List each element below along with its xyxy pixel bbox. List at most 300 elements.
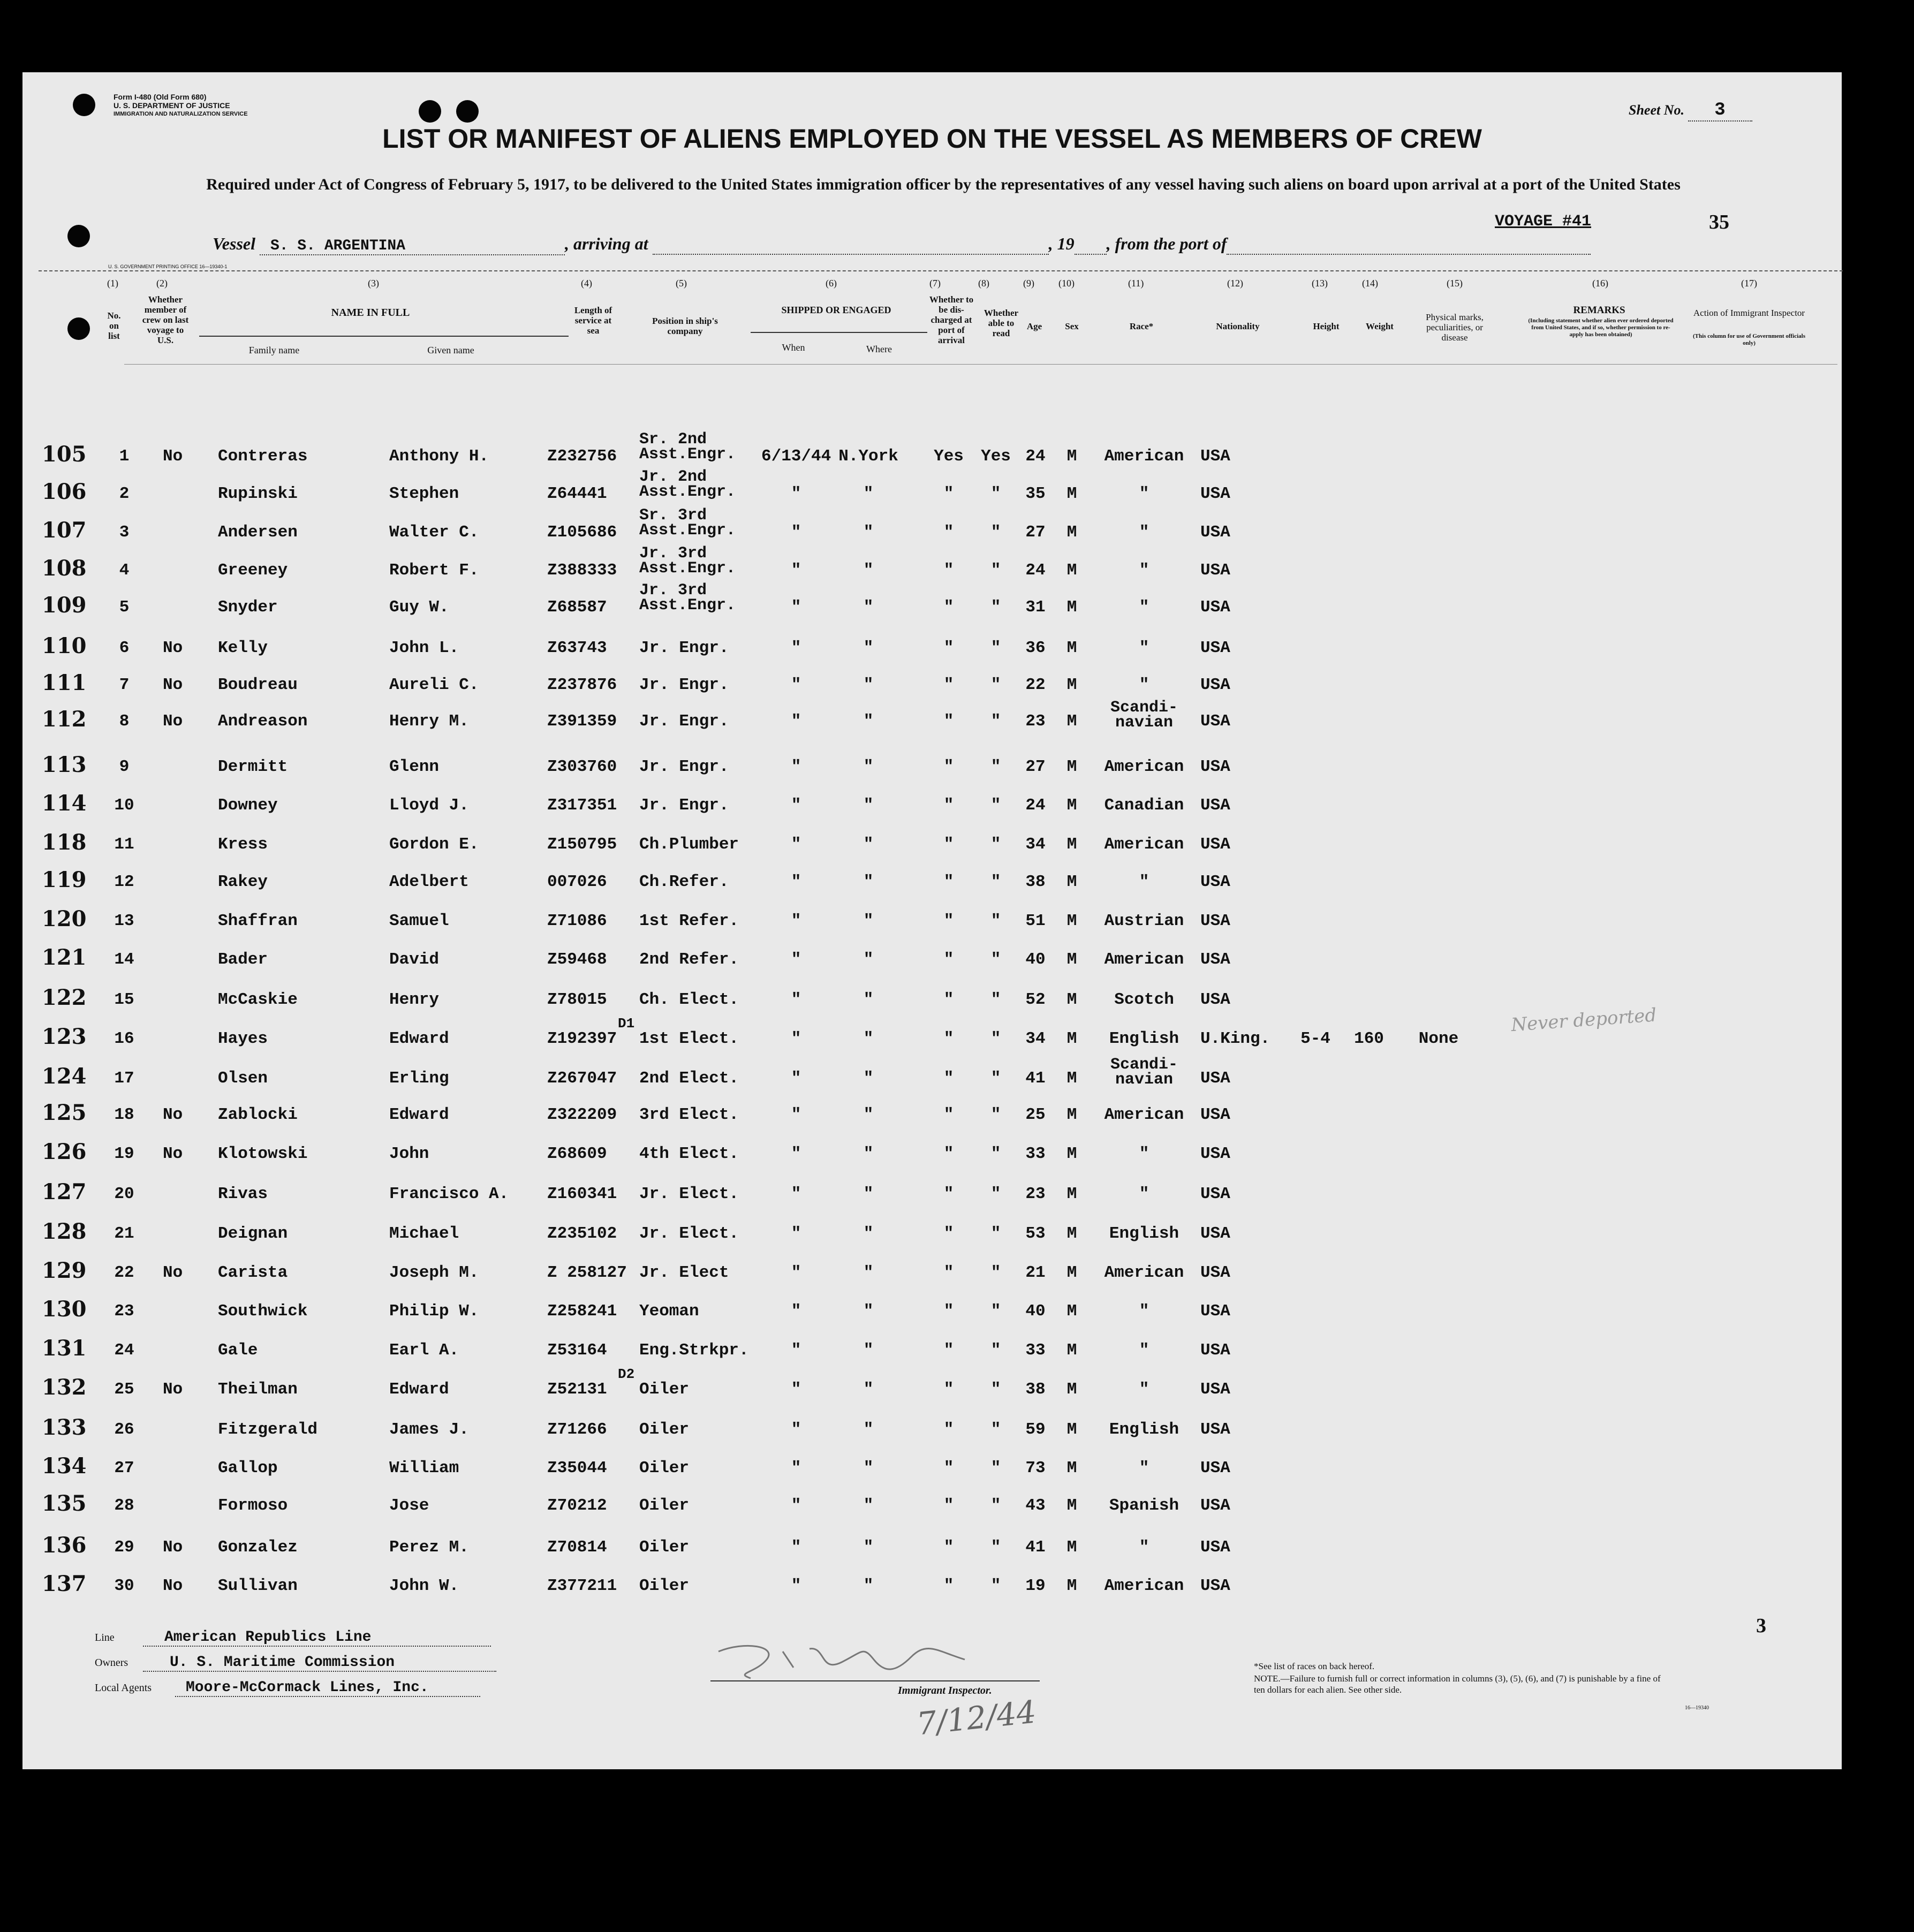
cell-no: 4 [119,561,130,580]
cell-family: Andersen [218,523,298,542]
table-row [22,1415,1842,1458]
cell-position: Oiler [639,1577,690,1595]
cell-given: Glenn [389,757,440,776]
cell-given: John [389,1145,429,1163]
cell-race: " [1139,561,1149,580]
cell-ref: 130 [42,1297,87,1322]
cell-no: 23 [114,1302,134,1321]
cell-service: Z52131 [547,1380,607,1399]
cell-when: " [791,1105,801,1124]
table-row [22,752,1842,795]
table-row [22,633,1842,676]
cell-position: Oiler [639,1496,690,1515]
cell-ref: 125 [42,1100,87,1125]
cell-race: English [1109,1420,1179,1439]
cell-family: Klotowski [218,1145,308,1163]
cell-position: 2nd Refer. [639,950,739,969]
cell-where: " [863,712,874,731]
cell-family: Bader [218,950,268,969]
cell-given: Robert F. [389,561,479,580]
cell-no: 12 [114,873,134,891]
cell-position: Jr. Elect. [639,1224,739,1243]
cell-position: Eng.Strkpr. [639,1341,749,1360]
cell-given: Adelbert [389,873,469,891]
cell-discharged: " [943,1105,954,1124]
table-row [22,1100,1842,1143]
cell-no: 21 [114,1224,134,1243]
cell-race: " [1139,1145,1149,1163]
cell-service: Z322209 [547,1105,617,1124]
cell-age: 34 [1025,835,1046,854]
cell-ref: 120 [42,906,87,931]
cell-position: Yeoman [639,1302,699,1321]
cell-family: Snyder [218,598,278,617]
table-row [22,1571,1842,1614]
cell-when: " [791,484,801,503]
cell-race: Canadian [1104,796,1184,815]
cell-family: Boudreau [218,676,298,694]
col-num-3: (3) [368,278,379,289]
cell-given: Stephen [389,484,459,503]
col-header-race: Race* [1129,321,1154,331]
cell-nationality: USA [1200,1302,1230,1321]
col-header-action-note: (This column for use of Government officials only) [1693,333,1806,346]
cell-ref: 105 [42,442,87,467]
col-header-name: NAME IN FULL [331,307,410,319]
col-num-8: (8) [978,278,989,289]
cell-position: Oiler [639,1459,690,1478]
cell-no: 5 [119,598,130,617]
cell-nationality: USA [1200,523,1230,542]
cell-position: Jr. 3rd Asst.Engr. [639,581,736,615]
cell-age: 38 [1025,873,1046,891]
cell-prev: No [163,1105,183,1124]
cell-nationality: USA [1200,912,1230,930]
cell-discharged: " [943,598,954,617]
cell-no: 13 [114,912,134,930]
cell-where: " [863,523,874,542]
cell-age: 21 [1025,1263,1046,1282]
cell-race: " [1139,523,1149,542]
cell-where: " [863,1420,874,1439]
cell-discharged: " [943,912,954,930]
cell-when: " [791,1029,801,1048]
cell-family: Theilman [218,1380,298,1399]
cell-read: Yes [981,447,1011,466]
cell-position: 2nd Elect. [639,1069,739,1088]
line-value: American Republics Line [143,1629,491,1647]
cell-read: " [990,950,1001,969]
col-header-age: Age [1026,321,1042,331]
cell-when: " [791,561,801,580]
cell-discharged: " [943,1029,954,1048]
cell-discharged: " [943,676,954,694]
cell-age: 40 [1025,1302,1046,1321]
cell-service: Z59468 [547,950,607,969]
cell-given: Philip W. [389,1302,479,1321]
cell-where: " [863,1145,874,1163]
from-port-label: , from the port of [1106,234,1227,253]
cell-nationality: USA [1200,1538,1230,1557]
cell-race: Scotch [1114,990,1174,1009]
corner-number: 3 [1756,1615,1766,1637]
owners-value: U. S. Maritime Commission [143,1654,496,1672]
cell-position: Ch. Elect. [639,990,739,1009]
cell-nationality: USA [1200,676,1230,694]
cell-service: 007026 [547,873,607,891]
cell-age: 24 [1025,447,1046,466]
cell-position: Sr. 2nd Asst.Engr. [639,430,736,464]
col-num-9: (9) [1023,278,1034,289]
cell-read: " [990,598,1001,617]
cell-position: 4th Elect. [639,1145,739,1163]
cell-discharged: " [943,1420,954,1439]
cell-ref: 124 [42,1064,87,1089]
cell-given: John L. [389,639,459,657]
cell-where: " [863,950,874,969]
cell-family: Deignan [218,1224,288,1243]
cell-when: " [791,1145,801,1163]
cell-age: 35 [1025,484,1046,503]
cell-when: " [791,1496,801,1515]
cell-service: Z192397 [547,1029,617,1048]
cell-when: " [791,712,801,731]
col-header-position: Position in ship's company [652,316,718,336]
cell-sex: M [1066,950,1077,969]
cell-race: " [1139,1380,1149,1399]
cell-position: 1st Elect. [639,1029,739,1048]
cell-service: Z71086 [547,912,607,930]
cell-discharged: " [943,1145,954,1163]
cell-read: " [990,1224,1001,1243]
cell-read: " [990,1145,1001,1163]
cell-family: Gallop [218,1459,278,1478]
cell-family: Rupinski [218,484,298,503]
cell-age: 31 [1025,598,1046,617]
cell-when: " [791,1459,801,1478]
cell-nationality: USA [1200,796,1230,815]
cell-service: Z63743 [547,639,607,657]
cell-given: David [389,950,440,969]
cell-ref: 128 [42,1219,87,1244]
cell-no: 10 [114,796,134,815]
cell-ref: 135 [42,1491,87,1516]
cell-no: 24 [114,1341,134,1360]
cell-position: Ch.Plumber [639,835,739,854]
cell-race: " [1139,1538,1149,1557]
cell-age: 24 [1025,796,1046,815]
owners-label: Owners [95,1657,128,1669]
cell-race: " [1139,676,1149,694]
cell-read: " [990,757,1001,776]
cell-no: 30 [114,1577,134,1595]
col-num-17: (17) [1741,278,1757,289]
cell-when: " [791,757,801,776]
cell-family: Kress [218,835,268,854]
cell-race: Austrian [1104,912,1184,930]
cell-sex: M [1066,1263,1077,1282]
cell-service: Z 258127 [547,1263,627,1282]
cell-where: " [863,1069,874,1088]
cell-nationality: USA [1200,1341,1230,1360]
cell-sex: M [1066,1538,1077,1557]
cell-age: 52 [1025,990,1046,1009]
col-num-14: (14) [1362,278,1378,289]
table-row [22,1366,1842,1418]
cell-race: " [1139,1302,1149,1321]
cell-age: 19 [1025,1577,1046,1595]
col-num-15: (15) [1447,278,1463,289]
cell-discharged: " [943,1380,954,1399]
table-row [22,1491,1842,1534]
cell-read: " [990,1069,1001,1088]
cell-when: " [791,1538,801,1557]
footer-note: NOTE.—Failure to furnish full or correct information in columns (3), (5), (6), and (7) is punishable by a fine of ten dollars for each alien. See other side. [1254,1673,1661,1695]
cell-service: Z53164 [547,1341,607,1360]
cell-read: " [990,835,1001,854]
cell-sex: M [1066,1577,1077,1595]
col-header-weight: Weight [1366,321,1394,331]
cell-no: 8 [119,712,130,731]
footer-line [95,1629,491,1647]
col-num-11: (11) [1128,278,1144,289]
printing-note: U. S. GOVERNMENT PRINTING OFFICE 16—19340-1 [108,264,228,269]
cell-nationality: USA [1200,1224,1230,1243]
cell-race: " [1139,1459,1149,1478]
cell-where: " [863,1341,874,1360]
cell-sex: M [1066,598,1077,617]
cell-where: " [863,1185,874,1203]
cell-given: Samuel [389,912,449,930]
cell-discharged: " [943,950,954,969]
cell-family: Downey [218,796,278,815]
cell-family: Kelly [218,639,268,657]
cell-given: Perez M. [389,1538,469,1557]
cell-service: Z388333 [547,561,617,580]
cell-age: 25 [1025,1105,1046,1124]
cell-read: " [990,484,1001,503]
cell-nationality: USA [1200,598,1230,617]
cell-age: 34 [1025,1029,1046,1048]
cell-read: " [990,676,1001,694]
cell-weight: 160 [1354,1029,1384,1048]
punch-hole [73,94,95,116]
cell-prev: No [163,447,183,466]
cell-ref: 122 [42,985,87,1010]
form-id-line1: Form I-480 (Old Form 680) [114,93,207,101]
cell-where: " [863,484,874,503]
year-label: , 19 [1048,234,1075,253]
cell-prev: No [163,1380,183,1399]
cell-family: Contreras [218,447,308,466]
cell-discharged: " [943,1577,954,1595]
cell-age: 24 [1025,561,1046,580]
cell-position: Ch.Refer. [639,873,729,891]
cell-race: American [1104,1577,1184,1595]
cell-no: 1 [119,447,130,466]
cell-when: " [791,1380,801,1399]
cell-nationality: USA [1200,1496,1230,1515]
cell-sex: M [1066,1029,1077,1048]
arriving-label: , arriving at [565,234,648,253]
cell-race: Scandi- navian [1110,699,1178,732]
cell-read: " [990,523,1001,542]
cell-service: Z237876 [547,676,617,694]
cell-family: Zablocki [218,1105,298,1124]
cell-given: Edward [389,1029,449,1048]
cell-sex: M [1066,1302,1077,1321]
cell-no: 27 [114,1459,134,1478]
cell-age: 33 [1025,1341,1046,1360]
cell-age: 73 [1025,1459,1046,1478]
cell-service: Z70212 [547,1496,607,1515]
cell-race: American [1104,950,1184,969]
cell-family: Gonzalez [218,1538,298,1557]
agents-value: Moore-McCormack Lines, Inc. [175,1679,480,1697]
cell-family: Gale [218,1341,258,1360]
col-header-remarks-note: (Including statement whether alien ever ordered deported from United States, and if so, whether permission to re-apply has been obtained) [1528,317,1674,338]
cell-age: 33 [1025,1145,1046,1163]
cell-sex: M [1066,1069,1077,1088]
table-row [22,791,1842,834]
cell-prev: No [163,1577,183,1595]
cell-service: Z377211 [547,1577,617,1595]
footer-owners [95,1654,496,1672]
cell-given: John W. [389,1577,459,1595]
inspector-date: 7/12/44 [915,1693,1038,1742]
vessel-line [213,234,1658,255]
cell-where: " [863,1029,874,1048]
cell-position: Jr. Engr. [639,757,729,776]
table-row [22,906,1842,949]
cell-when: " [791,990,801,1009]
col-num-1: (1) [107,278,118,289]
cell-read: " [990,1105,1001,1124]
col-header-remarks: REMARKS [1573,305,1625,316]
page-title: LIST OR MANIFEST OF ALIENS EMPLOYED ON THE VESSEL AS MEMBERS OF CREW [382,124,1482,154]
cell-nationality: USA [1200,1263,1230,1282]
cell-family: Olsen [218,1069,268,1088]
cell-position: Jr. Elect [639,1263,729,1282]
cell-read: " [990,912,1001,930]
service-note: D1 [618,1016,635,1032]
cell-discharged: " [943,523,954,542]
cell-when: " [791,1185,801,1203]
cell-given: William [389,1459,459,1478]
cell-position: Jr. Engr. [639,639,729,657]
cell-read: " [990,1341,1001,1360]
cell-service: Z105686 [547,523,617,542]
table-row [22,1179,1842,1222]
cell-position: Jr. 2nd Asst.Engr. [639,468,736,501]
service-note: D2 [618,1366,635,1382]
cell-given: Henry [389,990,440,1009]
cell-no: 18 [114,1105,134,1124]
cell-age: 38 [1025,1380,1046,1399]
cell-nationality: USA [1200,1185,1230,1203]
cell-nationality: USA [1200,835,1230,854]
cell-sex: M [1066,712,1077,731]
cell-where: " [863,1224,874,1243]
inspector-signature [686,1635,1050,1700]
cell-no: 29 [114,1538,134,1557]
cell-no: 20 [114,1185,134,1203]
cell-given: Jose [389,1496,429,1515]
cell-ref: 131 [42,1336,87,1361]
cell-ref: 110 [42,633,87,658]
cell-read: " [990,1459,1001,1478]
cell-discharged: " [943,796,954,815]
cell-race: American [1104,835,1184,854]
col-num-6: (6) [826,278,837,289]
table-row [22,1004,1842,1067]
cell-age: 22 [1025,676,1046,694]
cell-nationality: USA [1200,1459,1230,1478]
table-row [22,830,1842,873]
cell-family: Sullivan [218,1577,298,1595]
table-row [22,581,1842,635]
cell-given: Henry M. [389,712,469,731]
cell-nationality: USA [1200,484,1230,503]
cell-service: Z258241 [547,1302,617,1321]
cell-service: Z71266 [547,1420,607,1439]
col-header-nationality: Nationality [1216,321,1260,331]
cell-no: 19 [114,1145,134,1163]
cell-position: Sr. 3rd Asst.Engr. [639,506,736,540]
cell-given: Anthony H. [389,447,489,466]
cell-given: Lloyd J. [389,796,469,815]
cell-service: Z35044 [547,1459,607,1478]
cell-given: Gordon E. [389,835,479,854]
cell-given: Edward [389,1105,449,1124]
cell-race: " [1139,484,1149,503]
cell-age: 41 [1025,1069,1046,1088]
cell-service: Z64441 [547,484,607,503]
table-row [22,1453,1842,1496]
cell-prev: No [163,1538,183,1557]
cell-ref: 106 [42,479,87,504]
col-header-prev-voyage: Whether member of crew on last voyage to U.S. [142,294,189,345]
cell-where: " [863,1380,874,1399]
cell-sex: M [1066,1105,1077,1124]
table-row [22,1056,1842,1107]
cell-family: Rakey [218,873,268,891]
cell-family: Fitzgerald [218,1420,318,1439]
cell-given: James J. [389,1420,469,1439]
cell-when: 6/13/44 [761,447,831,466]
cell-race: " [1139,1341,1149,1360]
cell-read: " [990,873,1001,891]
cell-race: English [1109,1029,1179,1048]
cell-when: " [791,1069,801,1088]
cell-discharged: " [943,1496,954,1515]
cell-service: Z317351 [547,796,617,815]
cell-where: " [863,1496,874,1515]
cell-ref: 127 [42,1179,87,1204]
cell-position: Oiler [639,1420,690,1439]
col-header-sex: Sex [1065,321,1079,331]
cell-ref: 121 [42,945,87,970]
cell-where: " [863,796,874,815]
cell-age: 43 [1025,1496,1046,1515]
cell-age: 27 [1025,523,1046,542]
cell-sex: M [1066,1380,1077,1399]
cell-when: " [791,1420,801,1439]
cell-ref: 133 [42,1415,87,1440]
page-number: 35 [1709,211,1729,233]
cell-ref: 118 [42,830,87,855]
table-row [22,544,1842,598]
